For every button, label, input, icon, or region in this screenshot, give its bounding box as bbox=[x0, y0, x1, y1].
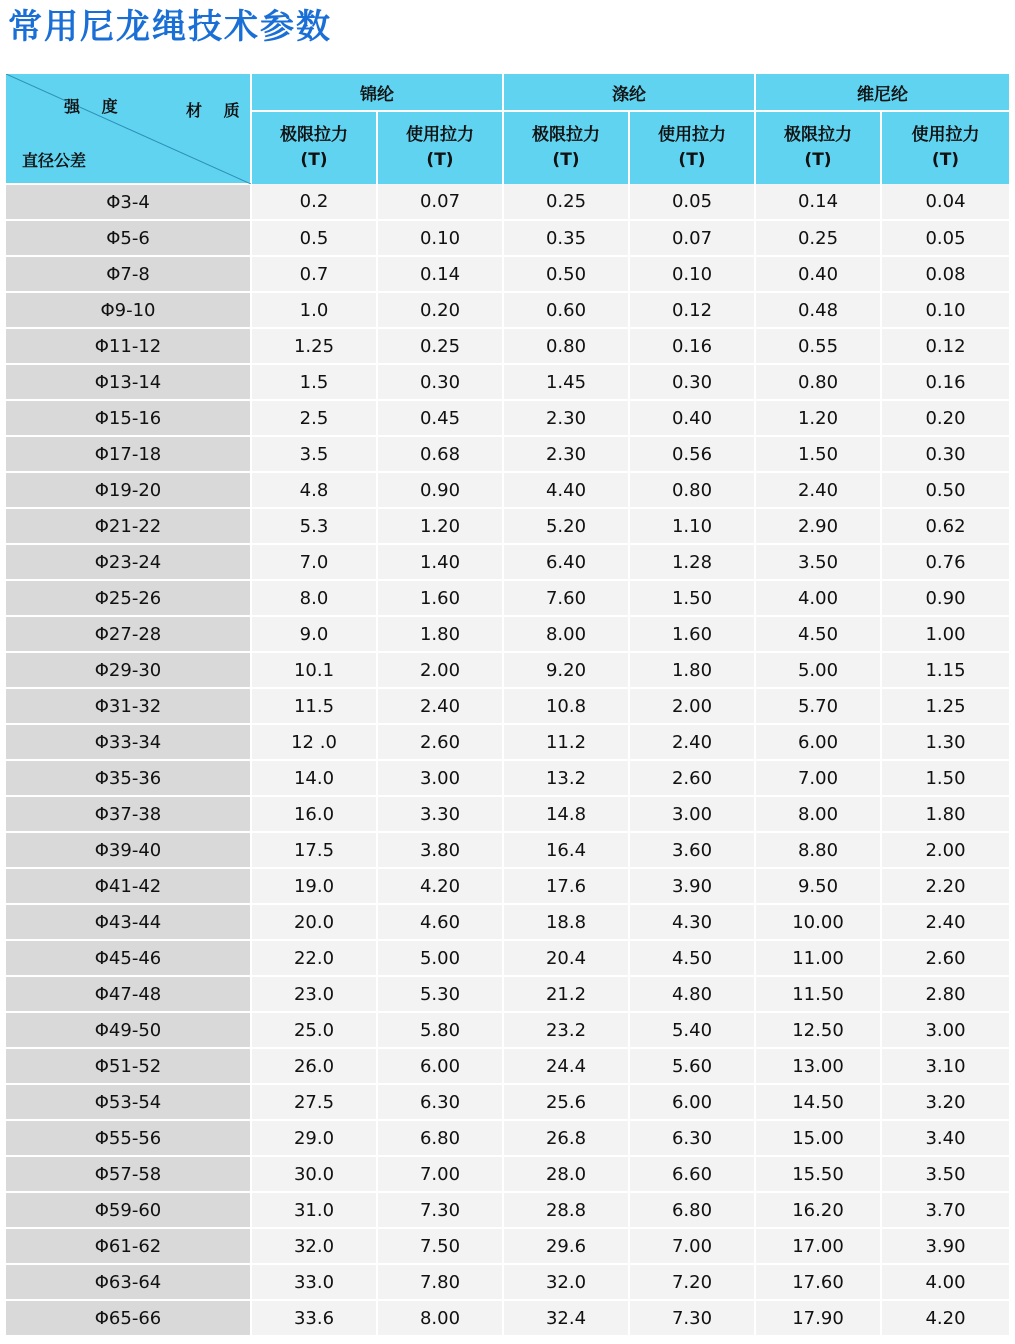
vinylon-working-cell: 1.15 bbox=[881, 652, 1009, 688]
nylon-working-cell: 7.80 bbox=[377, 1264, 503, 1300]
vinylon-working-cell: 0.50 bbox=[881, 472, 1009, 508]
nylon-break-cell: 0.5 bbox=[251, 220, 377, 256]
nylon-break-cell: 10.1 bbox=[251, 652, 377, 688]
vinylon-working-cell: 2.00 bbox=[881, 832, 1009, 868]
vinylon-break-cell: 3.50 bbox=[755, 544, 881, 580]
nylon-working-cell: 2.40 bbox=[377, 688, 503, 724]
nylon-working-cell: 7.50 bbox=[377, 1228, 503, 1264]
diameter-cell: Φ39-40 bbox=[6, 832, 251, 868]
nylon-working-cell: 2.60 bbox=[377, 724, 503, 760]
nylon-working-cell: 6.00 bbox=[377, 1048, 503, 1084]
table-row bbox=[6, 724, 1009, 760]
nylon-break-cell: 12 .0 bbox=[251, 724, 377, 760]
nylon-working-cell: 0.68 bbox=[377, 436, 503, 472]
diameter-cell: Φ65-66 bbox=[6, 1300, 251, 1336]
nylon-working-cell: 4.20 bbox=[377, 868, 503, 904]
polyester-break-cell: 9.20 bbox=[503, 652, 629, 688]
vinylon-working-cell: 4.00 bbox=[881, 1264, 1009, 1300]
vinylon-break-cell: 0.48 bbox=[755, 292, 881, 328]
nylon-break-cell: 7.0 bbox=[251, 544, 377, 580]
vinylon-break-cell: 17.00 bbox=[755, 1228, 881, 1264]
vinylon-break-cell: 12.50 bbox=[755, 1012, 881, 1048]
diameter-cell: Φ57-58 bbox=[6, 1156, 251, 1192]
nylon-break-cell: 1.25 bbox=[251, 328, 377, 364]
diameter-cell: Φ41-42 bbox=[6, 868, 251, 904]
vinylon-working-cell: 3.00 bbox=[881, 1012, 1009, 1048]
nylon-working-cell: 3.80 bbox=[377, 832, 503, 868]
polyester-working-cell: 5.60 bbox=[629, 1048, 755, 1084]
vinylon-break-cell: 10.00 bbox=[755, 904, 881, 940]
vinylon-break-cell: 11.00 bbox=[755, 940, 881, 976]
diameter-cell: Φ17-18 bbox=[6, 436, 251, 472]
nylon-working-cell: 0.30 bbox=[377, 364, 503, 400]
page-title: 常用尼龙绳技术参数 bbox=[8, 7, 332, 47]
table-row bbox=[6, 580, 1009, 616]
polyester-break-cell: 29.6 bbox=[503, 1228, 629, 1264]
table-row bbox=[6, 184, 1009, 220]
polyester-working-cell: 1.60 bbox=[629, 616, 755, 652]
nylon-break-cell: 11.5 bbox=[251, 688, 377, 724]
diameter-cell: Φ23-24 bbox=[6, 544, 251, 580]
polyester-working-cell: 4.80 bbox=[629, 976, 755, 1012]
spec-table bbox=[6, 74, 1009, 1337]
nylon-working-cell: 1.80 bbox=[377, 616, 503, 652]
nylon-break-cell: 4.8 bbox=[251, 472, 377, 508]
vinylon-break-cell: 1.50 bbox=[755, 436, 881, 472]
diameter-cell: Φ63-64 bbox=[6, 1264, 251, 1300]
table-row bbox=[6, 868, 1009, 904]
vinylon-working-cell: 3.20 bbox=[881, 1084, 1009, 1120]
nylon-working-cell: 1.60 bbox=[377, 580, 503, 616]
table-row bbox=[6, 400, 1009, 436]
vinylon-break-cell: 15.50 bbox=[755, 1156, 881, 1192]
table-row bbox=[6, 292, 1009, 328]
subheader-break-load: 极限拉力 (T) bbox=[251, 111, 377, 184]
nylon-working-cell: 0.07 bbox=[377, 184, 503, 220]
polyester-break-cell: 7.60 bbox=[503, 580, 629, 616]
nylon-break-cell: 30.0 bbox=[251, 1156, 377, 1192]
nylon-break-cell: 33.6 bbox=[251, 1300, 377, 1336]
nylon-working-cell: 0.10 bbox=[377, 220, 503, 256]
vinylon-break-cell: 15.00 bbox=[755, 1120, 881, 1156]
vinylon-working-cell: 3.90 bbox=[881, 1228, 1009, 1264]
nylon-break-cell: 33.0 bbox=[251, 1264, 377, 1300]
polyester-break-cell: 32.0 bbox=[503, 1264, 629, 1300]
vinylon-working-cell: 0.90 bbox=[881, 580, 1009, 616]
vinylon-working-cell: 0.20 bbox=[881, 400, 1009, 436]
table-row bbox=[6, 976, 1009, 1012]
polyester-break-cell: 0.50 bbox=[503, 256, 629, 292]
polyester-break-cell: 13.2 bbox=[503, 760, 629, 796]
diameter-cell: Φ33-34 bbox=[6, 724, 251, 760]
vinylon-working-cell: 0.10 bbox=[881, 292, 1009, 328]
table-row bbox=[6, 364, 1009, 400]
polyester-break-cell: 10.8 bbox=[503, 688, 629, 724]
vinylon-break-cell: 16.20 bbox=[755, 1192, 881, 1228]
diameter-cell: Φ21-22 bbox=[6, 508, 251, 544]
nylon-break-cell: 0.7 bbox=[251, 256, 377, 292]
nylon-working-cell: 7.30 bbox=[377, 1192, 503, 1228]
diameter-cell: Φ11-12 bbox=[6, 328, 251, 364]
polyester-working-cell: 0.12 bbox=[629, 292, 755, 328]
polyester-working-cell: 0.16 bbox=[629, 328, 755, 364]
diameter-cell: Φ7-8 bbox=[6, 256, 251, 292]
polyester-working-cell: 3.00 bbox=[629, 796, 755, 832]
polyester-break-cell: 16.4 bbox=[503, 832, 629, 868]
table-row bbox=[6, 688, 1009, 724]
nylon-break-cell: 19.0 bbox=[251, 868, 377, 904]
polyester-break-cell: 26.8 bbox=[503, 1120, 629, 1156]
nylon-break-cell: 20.0 bbox=[251, 904, 377, 940]
vinylon-working-cell: 3.70 bbox=[881, 1192, 1009, 1228]
vinylon-working-cell: 2.40 bbox=[881, 904, 1009, 940]
vinylon-working-cell: 0.16 bbox=[881, 364, 1009, 400]
polyester-break-cell: 25.6 bbox=[503, 1084, 629, 1120]
polyester-break-cell: 28.0 bbox=[503, 1156, 629, 1192]
vinylon-break-cell: 17.60 bbox=[755, 1264, 881, 1300]
nylon-break-cell: 17.5 bbox=[251, 832, 377, 868]
polyester-break-cell: 17.6 bbox=[503, 868, 629, 904]
nylon-break-cell: 1.0 bbox=[251, 292, 377, 328]
diameter-cell: Φ59-60 bbox=[6, 1192, 251, 1228]
polyester-working-cell: 1.10 bbox=[629, 508, 755, 544]
polyester-working-cell: 6.00 bbox=[629, 1084, 755, 1120]
nylon-working-cell: 4.60 bbox=[377, 904, 503, 940]
polyester-working-cell: 0.10 bbox=[629, 256, 755, 292]
table-row bbox=[6, 1120, 1009, 1156]
polyester-break-cell: 21.2 bbox=[503, 976, 629, 1012]
diameter-cell: Φ55-56 bbox=[6, 1120, 251, 1156]
vinylon-break-cell: 2.90 bbox=[755, 508, 881, 544]
subheader-break-load: 极限拉力 (T) bbox=[503, 111, 629, 184]
nylon-break-cell: 5.3 bbox=[251, 508, 377, 544]
nylon-working-cell: 1.20 bbox=[377, 508, 503, 544]
polyester-working-cell: 0.80 bbox=[629, 472, 755, 508]
material-header-polyester: 涤纶 bbox=[503, 74, 755, 111]
vinylon-working-cell: 2.60 bbox=[881, 940, 1009, 976]
header-corner bbox=[6, 74, 251, 184]
table-row bbox=[6, 652, 1009, 688]
polyester-working-cell: 0.30 bbox=[629, 364, 755, 400]
vinylon-working-cell: 1.80 bbox=[881, 796, 1009, 832]
polyester-working-cell: 7.30 bbox=[629, 1300, 755, 1336]
vinylon-working-cell: 3.40 bbox=[881, 1120, 1009, 1156]
nylon-working-cell: 5.30 bbox=[377, 976, 503, 1012]
nylon-working-cell: 1.40 bbox=[377, 544, 503, 580]
polyester-working-cell: 7.20 bbox=[629, 1264, 755, 1300]
table-row bbox=[6, 436, 1009, 472]
polyester-break-cell: 4.40 bbox=[503, 472, 629, 508]
nylon-break-cell: 1.5 bbox=[251, 364, 377, 400]
vinylon-break-cell: 6.00 bbox=[755, 724, 881, 760]
polyester-working-cell: 7.00 bbox=[629, 1228, 755, 1264]
vinylon-break-cell: 5.70 bbox=[755, 688, 881, 724]
nylon-break-cell: 29.0 bbox=[251, 1120, 377, 1156]
polyester-break-cell: 2.30 bbox=[503, 436, 629, 472]
corner-diameter-label: 直径公差 bbox=[22, 151, 87, 170]
diameter-cell: Φ5-6 bbox=[6, 220, 251, 256]
table-row bbox=[6, 616, 1009, 652]
nylon-working-cell: 7.00 bbox=[377, 1156, 503, 1192]
table-row bbox=[6, 256, 1009, 292]
nylon-break-cell: 9.0 bbox=[251, 616, 377, 652]
table-row bbox=[6, 1264, 1009, 1300]
polyester-break-cell: 0.80 bbox=[503, 328, 629, 364]
nylon-working-cell: 0.25 bbox=[377, 328, 503, 364]
table-row bbox=[6, 1156, 1009, 1192]
polyester-break-cell: 6.40 bbox=[503, 544, 629, 580]
polyester-break-cell: 11.2 bbox=[503, 724, 629, 760]
polyester-break-cell: 0.60 bbox=[503, 292, 629, 328]
polyester-break-cell: 5.20 bbox=[503, 508, 629, 544]
nylon-break-cell: 3.5 bbox=[251, 436, 377, 472]
vinylon-working-cell: 0.12 bbox=[881, 328, 1009, 364]
diameter-cell: Φ19-20 bbox=[6, 472, 251, 508]
vinylon-working-cell: 0.04 bbox=[881, 184, 1009, 220]
diameter-cell: Φ51-52 bbox=[6, 1048, 251, 1084]
vinylon-working-cell: 1.30 bbox=[881, 724, 1009, 760]
header-row-materials bbox=[6, 74, 1009, 111]
diameter-cell: Φ25-26 bbox=[6, 580, 251, 616]
diameter-cell: Φ35-36 bbox=[6, 760, 251, 796]
polyester-break-cell: 8.00 bbox=[503, 616, 629, 652]
polyester-working-cell: 4.50 bbox=[629, 940, 755, 976]
vinylon-working-cell: 1.25 bbox=[881, 688, 1009, 724]
polyester-working-cell: 6.80 bbox=[629, 1192, 755, 1228]
diameter-cell: Φ61-62 bbox=[6, 1228, 251, 1264]
diameter-cell: Φ43-44 bbox=[6, 904, 251, 940]
vinylon-working-cell: 0.30 bbox=[881, 436, 1009, 472]
vinylon-break-cell: 8.00 bbox=[755, 796, 881, 832]
nylon-working-cell: 0.45 bbox=[377, 400, 503, 436]
vinylon-working-cell: 0.08 bbox=[881, 256, 1009, 292]
vinylon-working-cell: 0.62 bbox=[881, 508, 1009, 544]
vinylon-break-cell: 13.00 bbox=[755, 1048, 881, 1084]
corner-material-label: 材 质 bbox=[186, 101, 248, 120]
table-row bbox=[6, 544, 1009, 580]
nylon-break-cell: 2.5 bbox=[251, 400, 377, 436]
nylon-working-cell: 6.30 bbox=[377, 1084, 503, 1120]
vinylon-working-cell: 0.05 bbox=[881, 220, 1009, 256]
polyester-working-cell: 6.30 bbox=[629, 1120, 755, 1156]
vinylon-break-cell: 0.14 bbox=[755, 184, 881, 220]
polyester-working-cell: 0.40 bbox=[629, 400, 755, 436]
vinylon-working-cell: 4.20 bbox=[881, 1300, 1009, 1336]
polyester-working-cell: 6.60 bbox=[629, 1156, 755, 1192]
diameter-cell: Φ37-38 bbox=[6, 796, 251, 832]
table-row bbox=[6, 1084, 1009, 1120]
vinylon-break-cell: 0.25 bbox=[755, 220, 881, 256]
polyester-working-cell: 0.05 bbox=[629, 184, 755, 220]
diameter-cell: Φ53-54 bbox=[6, 1084, 251, 1120]
table-row bbox=[6, 508, 1009, 544]
subheader-break-load: 极限拉力 (T) bbox=[755, 111, 881, 184]
diameter-cell: Φ15-16 bbox=[6, 400, 251, 436]
subheader-working-load: 使用拉力 (T) bbox=[377, 111, 503, 184]
diameter-cell: Φ3-4 bbox=[6, 184, 251, 220]
nylon-working-cell: 8.00 bbox=[377, 1300, 503, 1336]
polyester-working-cell: 1.28 bbox=[629, 544, 755, 580]
polyester-break-cell: 14.8 bbox=[503, 796, 629, 832]
nylon-working-cell: 0.20 bbox=[377, 292, 503, 328]
material-header-nylon: 锦纶 bbox=[251, 74, 503, 111]
diameter-cell: Φ27-28 bbox=[6, 616, 251, 652]
nylon-working-cell: 0.90 bbox=[377, 472, 503, 508]
polyester-break-cell: 28.8 bbox=[503, 1192, 629, 1228]
nylon-break-cell: 31.0 bbox=[251, 1192, 377, 1228]
polyester-break-cell: 0.25 bbox=[503, 184, 629, 220]
vinylon-working-cell: 2.20 bbox=[881, 868, 1009, 904]
table-row bbox=[6, 796, 1009, 832]
polyester-working-cell: 3.90 bbox=[629, 868, 755, 904]
polyester-working-cell: 5.40 bbox=[629, 1012, 755, 1048]
table-row bbox=[6, 832, 1009, 868]
vinylon-break-cell: 4.00 bbox=[755, 580, 881, 616]
polyester-working-cell: 0.07 bbox=[629, 220, 755, 256]
nylon-working-cell: 3.00 bbox=[377, 760, 503, 796]
material-header-vinylon: 维尼纶 bbox=[755, 74, 1009, 111]
polyester-working-cell: 0.56 bbox=[629, 436, 755, 472]
vinylon-working-cell: 3.10 bbox=[881, 1048, 1009, 1084]
nylon-break-cell: 14.0 bbox=[251, 760, 377, 796]
diameter-cell: Φ45-46 bbox=[6, 940, 251, 976]
nylon-break-cell: 27.5 bbox=[251, 1084, 377, 1120]
polyester-break-cell: 0.35 bbox=[503, 220, 629, 256]
polyester-working-cell: 4.30 bbox=[629, 904, 755, 940]
vinylon-working-cell: 2.80 bbox=[881, 976, 1009, 1012]
table-row bbox=[6, 940, 1009, 976]
diameter-cell: Φ49-50 bbox=[6, 1012, 251, 1048]
polyester-break-cell: 20.4 bbox=[503, 940, 629, 976]
nylon-break-cell: 23.0 bbox=[251, 976, 377, 1012]
vinylon-break-cell: 0.80 bbox=[755, 364, 881, 400]
polyester-working-cell: 2.60 bbox=[629, 760, 755, 796]
vinylon-break-cell: 14.50 bbox=[755, 1084, 881, 1120]
table-row bbox=[6, 1048, 1009, 1084]
polyester-break-cell: 32.4 bbox=[503, 1300, 629, 1336]
nylon-working-cell: 6.80 bbox=[377, 1120, 503, 1156]
table-row bbox=[6, 904, 1009, 940]
table-row bbox=[6, 220, 1009, 256]
polyester-working-cell: 2.40 bbox=[629, 724, 755, 760]
polyester-break-cell: 24.4 bbox=[503, 1048, 629, 1084]
diameter-cell: Φ47-48 bbox=[6, 976, 251, 1012]
vinylon-break-cell: 2.40 bbox=[755, 472, 881, 508]
polyester-working-cell: 1.50 bbox=[629, 580, 755, 616]
diameter-cell: Φ13-14 bbox=[6, 364, 251, 400]
nylon-working-cell: 2.00 bbox=[377, 652, 503, 688]
nylon-working-cell: 3.30 bbox=[377, 796, 503, 832]
diameter-cell: Φ31-32 bbox=[6, 688, 251, 724]
polyester-break-cell: 2.30 bbox=[503, 400, 629, 436]
vinylon-break-cell: 7.00 bbox=[755, 760, 881, 796]
subheader-working-load: 使用拉力 (T) bbox=[881, 111, 1009, 184]
nylon-working-cell: 0.14 bbox=[377, 256, 503, 292]
table-row bbox=[6, 472, 1009, 508]
nylon-break-cell: 32.0 bbox=[251, 1228, 377, 1264]
table-row bbox=[6, 1192, 1009, 1228]
subheader-working-load: 使用拉力 (T) bbox=[629, 111, 755, 184]
nylon-break-cell: 0.2 bbox=[251, 184, 377, 220]
table-row bbox=[6, 328, 1009, 364]
polyester-break-cell: 18.8 bbox=[503, 904, 629, 940]
diameter-cell: Φ29-30 bbox=[6, 652, 251, 688]
polyester-working-cell: 3.60 bbox=[629, 832, 755, 868]
vinylon-working-cell: 1.00 bbox=[881, 616, 1009, 652]
vinylon-break-cell: 9.50 bbox=[755, 868, 881, 904]
vinylon-working-cell: 1.50 bbox=[881, 760, 1009, 796]
corner-strength-label: 强 度 bbox=[64, 97, 126, 116]
nylon-break-cell: 16.0 bbox=[251, 796, 377, 832]
table-row bbox=[6, 1012, 1009, 1048]
vinylon-break-cell: 5.00 bbox=[755, 652, 881, 688]
nylon-break-cell: 26.0 bbox=[251, 1048, 377, 1084]
vinylon-break-cell: 17.90 bbox=[755, 1300, 881, 1336]
nylon-break-cell: 25.0 bbox=[251, 1012, 377, 1048]
table-row bbox=[6, 760, 1009, 796]
polyester-working-cell: 1.80 bbox=[629, 652, 755, 688]
polyester-break-cell: 23.2 bbox=[503, 1012, 629, 1048]
table-row bbox=[6, 1300, 1009, 1336]
vinylon-break-cell: 0.40 bbox=[755, 256, 881, 292]
vinylon-break-cell: 11.50 bbox=[755, 976, 881, 1012]
diameter-cell: Φ9-10 bbox=[6, 292, 251, 328]
polyester-break-cell: 1.45 bbox=[503, 364, 629, 400]
vinylon-break-cell: 1.20 bbox=[755, 400, 881, 436]
vinylon-working-cell: 0.76 bbox=[881, 544, 1009, 580]
nylon-working-cell: 5.00 bbox=[377, 940, 503, 976]
vinylon-break-cell: 4.50 bbox=[755, 616, 881, 652]
nylon-break-cell: 8.0 bbox=[251, 580, 377, 616]
nylon-working-cell: 5.80 bbox=[377, 1012, 503, 1048]
vinylon-break-cell: 0.55 bbox=[755, 328, 881, 364]
vinylon-working-cell: 3.50 bbox=[881, 1156, 1009, 1192]
vinylon-break-cell: 8.80 bbox=[755, 832, 881, 868]
polyester-working-cell: 2.00 bbox=[629, 688, 755, 724]
nylon-break-cell: 22.0 bbox=[251, 940, 377, 976]
table-body bbox=[6, 184, 1009, 1336]
table-row bbox=[6, 1228, 1009, 1264]
